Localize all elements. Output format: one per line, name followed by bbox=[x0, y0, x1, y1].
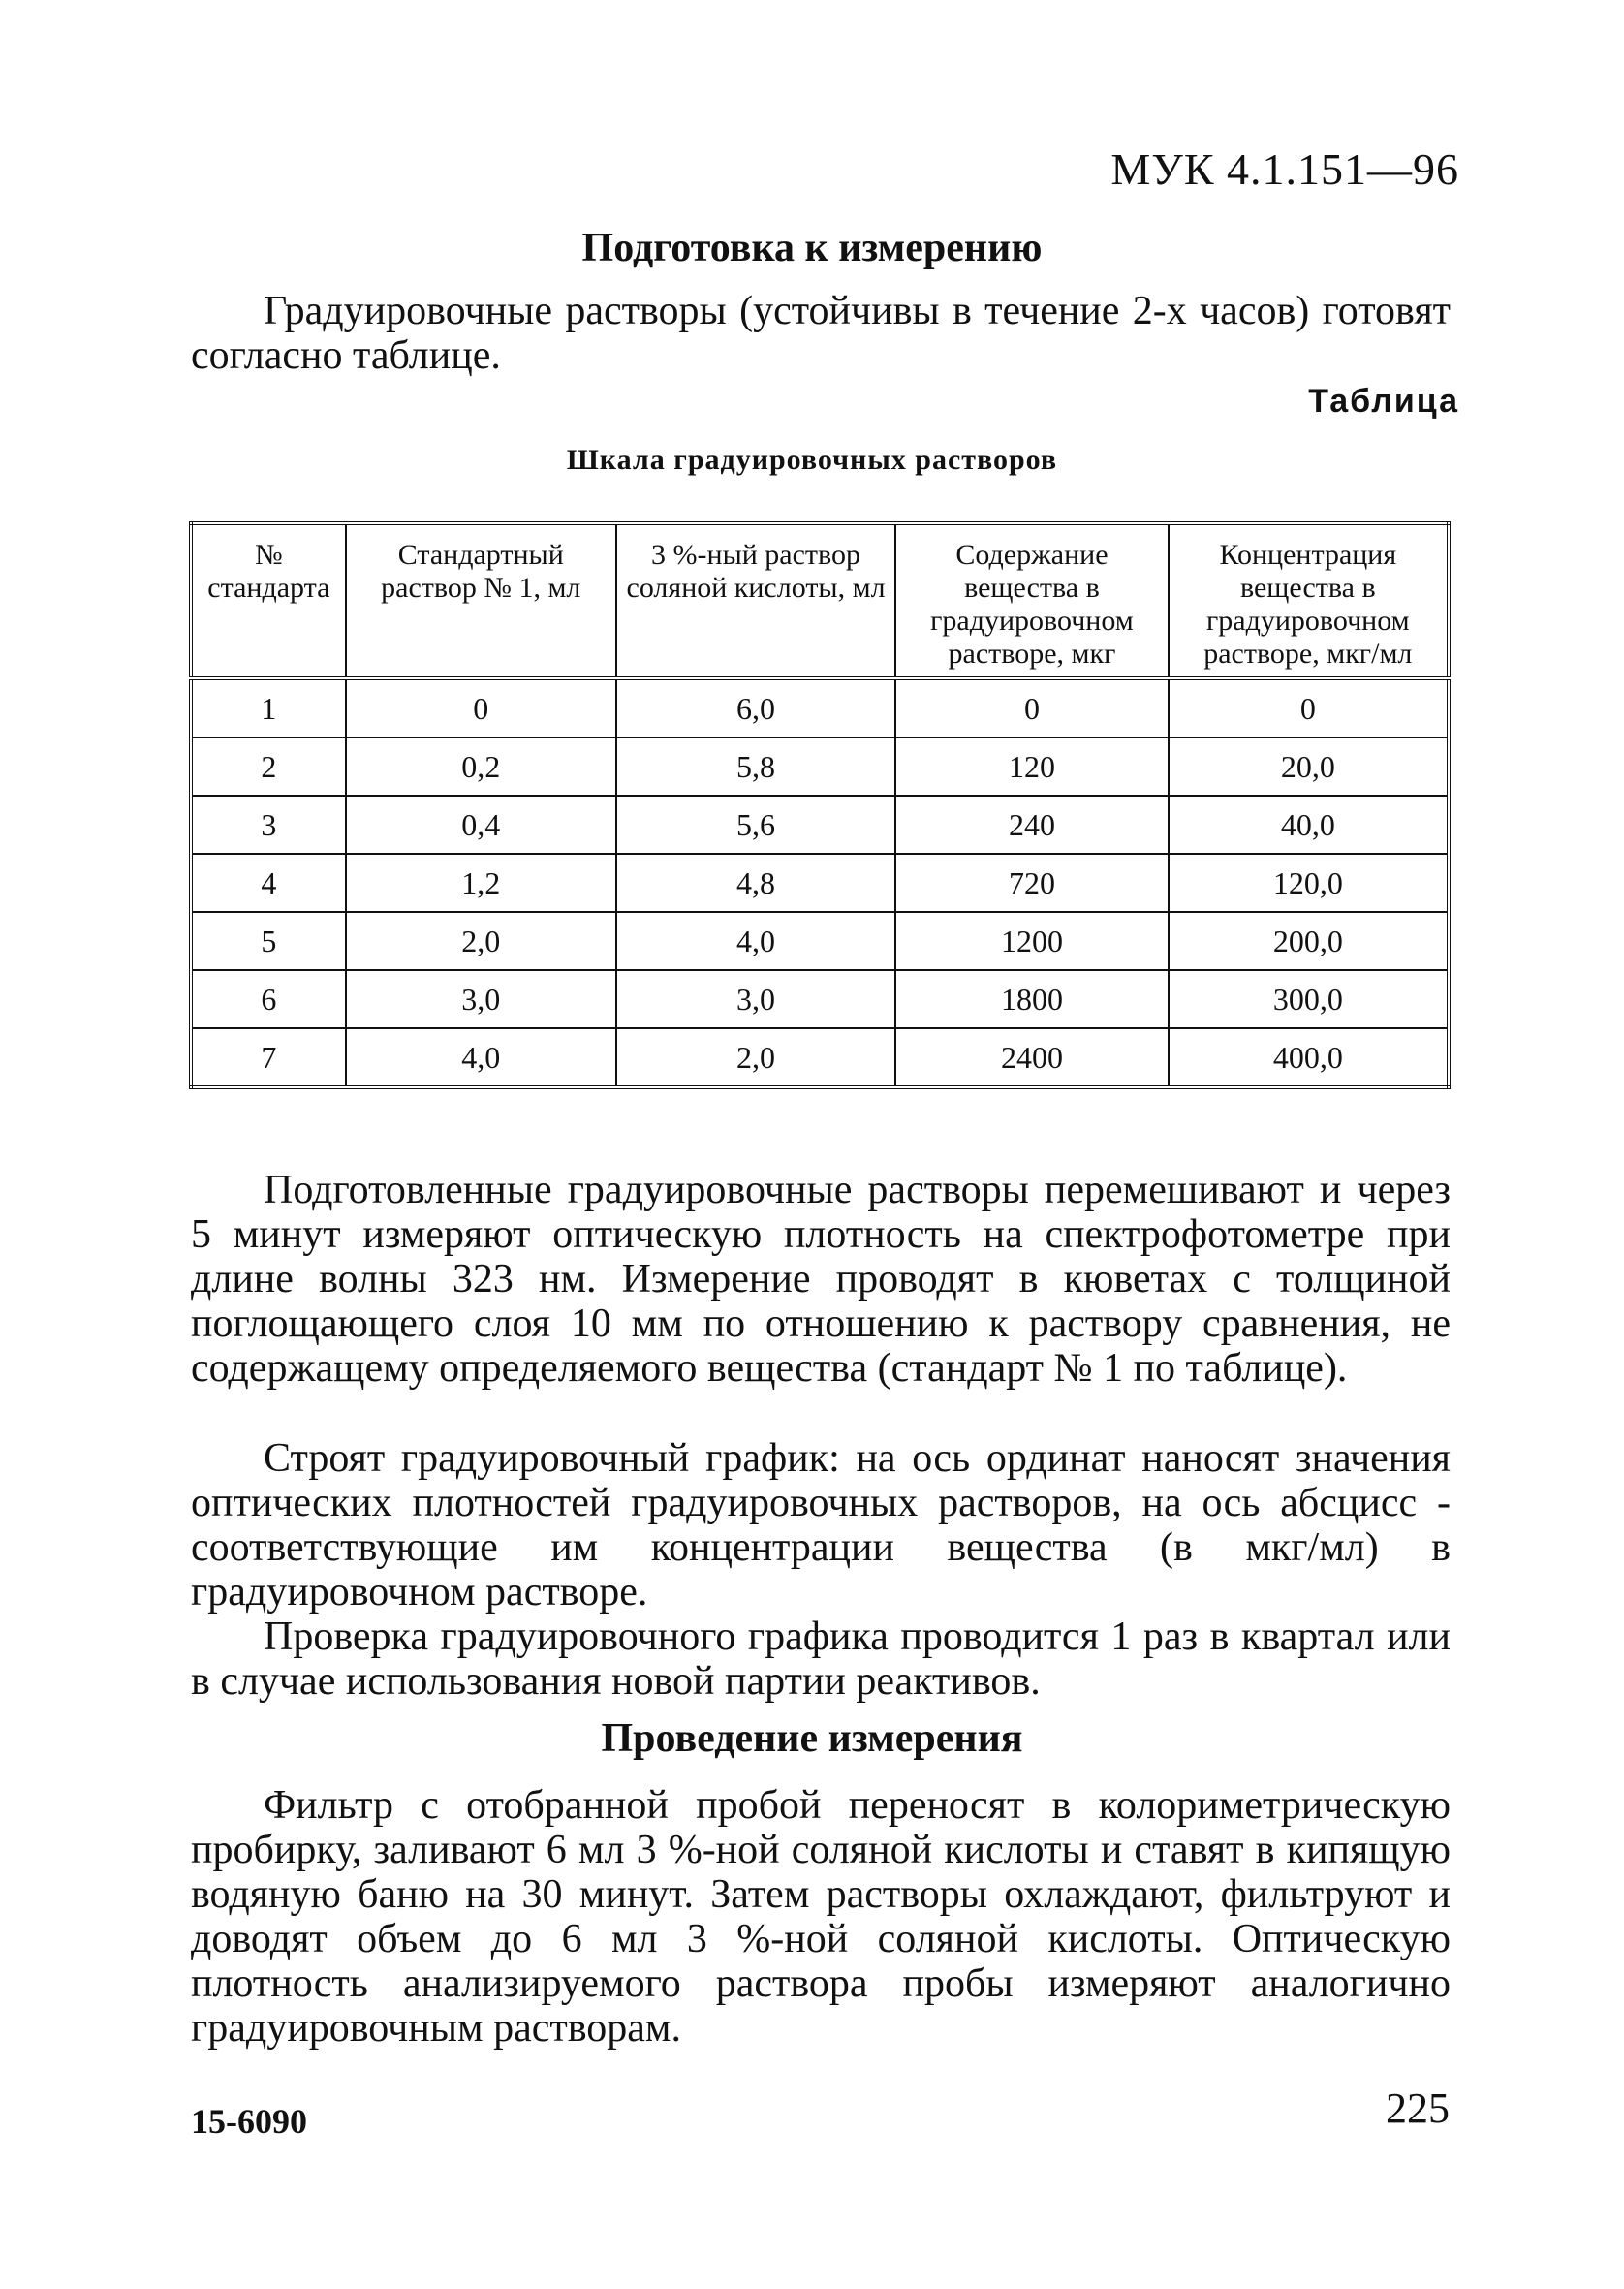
table-cell: 4 bbox=[191, 854, 346, 912]
table-cell: 5,8 bbox=[616, 737, 895, 796]
table-row bbox=[191, 1028, 1449, 1087]
table-row bbox=[191, 912, 1449, 970]
section-heading-preparation: Подготовка к измерению bbox=[581, 226, 1043, 270]
table-cell: 20,0 bbox=[1169, 737, 1449, 796]
table-cell: 5 bbox=[191, 912, 346, 970]
table-cell: 5,6 bbox=[616, 796, 895, 854]
table-cell: 2400 bbox=[895, 1028, 1168, 1087]
calibration-table bbox=[189, 521, 1451, 1089]
table-cell: 720 bbox=[895, 854, 1168, 912]
table-title: Шкала градуировочных растворов bbox=[566, 444, 1058, 476]
table-cell: 1200 bbox=[895, 912, 1168, 970]
table-cell: 3,0 bbox=[346, 970, 616, 1028]
table-cell: 2 bbox=[191, 737, 346, 796]
footer-code: 15-6090 bbox=[191, 2102, 307, 2141]
table-cell: 0,2 bbox=[346, 737, 616, 796]
table-cell: 6 bbox=[191, 970, 346, 1028]
table-cell: 3,0 bbox=[616, 970, 895, 1028]
table-cell: 1 bbox=[191, 678, 346, 737]
body-paragraph-1: Подготовленные градуировочные растворы перемешивают и через 5 минут измеряют оптическую плотность на спектрофотометре при длине волны 323 нм. Измерение проводят в кюветах с толщиной поглощающего слоя 10 мм по отношению к раствору сравнения, не содержащему определяемого вещества (стандарт № 1 по таблице). bbox=[191, 1168, 1451, 1391]
table-cell: 0 bbox=[1169, 678, 1449, 737]
table-cell: 120 bbox=[895, 737, 1168, 796]
column-header: Концентрация вещества в градуировочном растворе, мкг/мл bbox=[1169, 523, 1449, 678]
table-label: Таблица bbox=[1308, 383, 1459, 420]
table-header-row bbox=[191, 523, 1449, 678]
section-heading-measurement: Проведение измерения bbox=[601, 1716, 1023, 1761]
column-header: Содержание вещества в градуировочном растворе, мкг bbox=[895, 523, 1168, 678]
table-cell: 3 bbox=[191, 796, 346, 854]
document-code: МУК 4.1.151—96 bbox=[1110, 144, 1459, 194]
table-cell: 1,2 bbox=[346, 854, 616, 912]
table-cell: 240 bbox=[895, 796, 1168, 854]
table-cell: 200,0 bbox=[1169, 912, 1449, 970]
table-body bbox=[191, 678, 1449, 1087]
body-paragraph-2: Строят градуировочный график: на ось ординат наносят значения оптических плотностей градуировочных растворов, на ось абсцисс - соответствующие им концентрации вещества (в мкг/мл) в градуировочном растворе. bbox=[191, 1436, 1451, 1615]
table-cell: 0 bbox=[346, 678, 616, 737]
table-cell: 4,0 bbox=[346, 1028, 616, 1087]
table-cell: 40,0 bbox=[1169, 796, 1449, 854]
table-cell: 6,0 bbox=[616, 678, 895, 737]
column-header: Стандартный раствор № 1, мл bbox=[346, 523, 616, 678]
table-cell: 4,0 bbox=[616, 912, 895, 970]
table-cell: 4,8 bbox=[616, 854, 895, 912]
body-paragraph-3: Проверка градуировочного графика проводится 1 раз в квартал или в случае использования новой партии реактивов. bbox=[191, 1615, 1451, 1704]
table-cell: 2,0 bbox=[616, 1028, 895, 1087]
table-cell: 7 bbox=[191, 1028, 346, 1087]
table-cell: 300,0 bbox=[1169, 970, 1449, 1028]
table-cell: 0 bbox=[895, 678, 1168, 737]
table-cell: 400,0 bbox=[1169, 1028, 1449, 1087]
table-row bbox=[191, 796, 1449, 854]
column-header: 3 %-ный раствор соляной кислоты, мл bbox=[616, 523, 895, 678]
measurement-paragraph: Фильтр с отобранной пробой переносят в колориметрическую пробирку, заливают 6 мл 3 %-ной соляной кислоты и ставят в кипящую водяную баню на 30 минут. Затем растворы охлаждают, фильтруют и доводят объем до 6 мл 3 %-ной соляной кислоты. Оптическую плотность анализируемого раствора пробы измеряют аналогично градуировочным растворам. bbox=[191, 1783, 1451, 2051]
table-cell: 2,0 bbox=[346, 912, 616, 970]
table-row bbox=[191, 970, 1449, 1028]
intro-paragraph: Градуировочные растворы (устойчивы в течение 2-х часов) готовят согласно таблице. bbox=[191, 289, 1451, 378]
table-row bbox=[191, 678, 1449, 737]
table-cell: 1800 bbox=[895, 970, 1168, 1028]
table-cell: 120,0 bbox=[1169, 854, 1449, 912]
page-number: 225 bbox=[1386, 2085, 1450, 2132]
column-header: № стандарта bbox=[191, 523, 346, 678]
table-row bbox=[191, 737, 1449, 796]
table-cell: 0,4 bbox=[346, 796, 616, 854]
table-row bbox=[191, 854, 1449, 912]
